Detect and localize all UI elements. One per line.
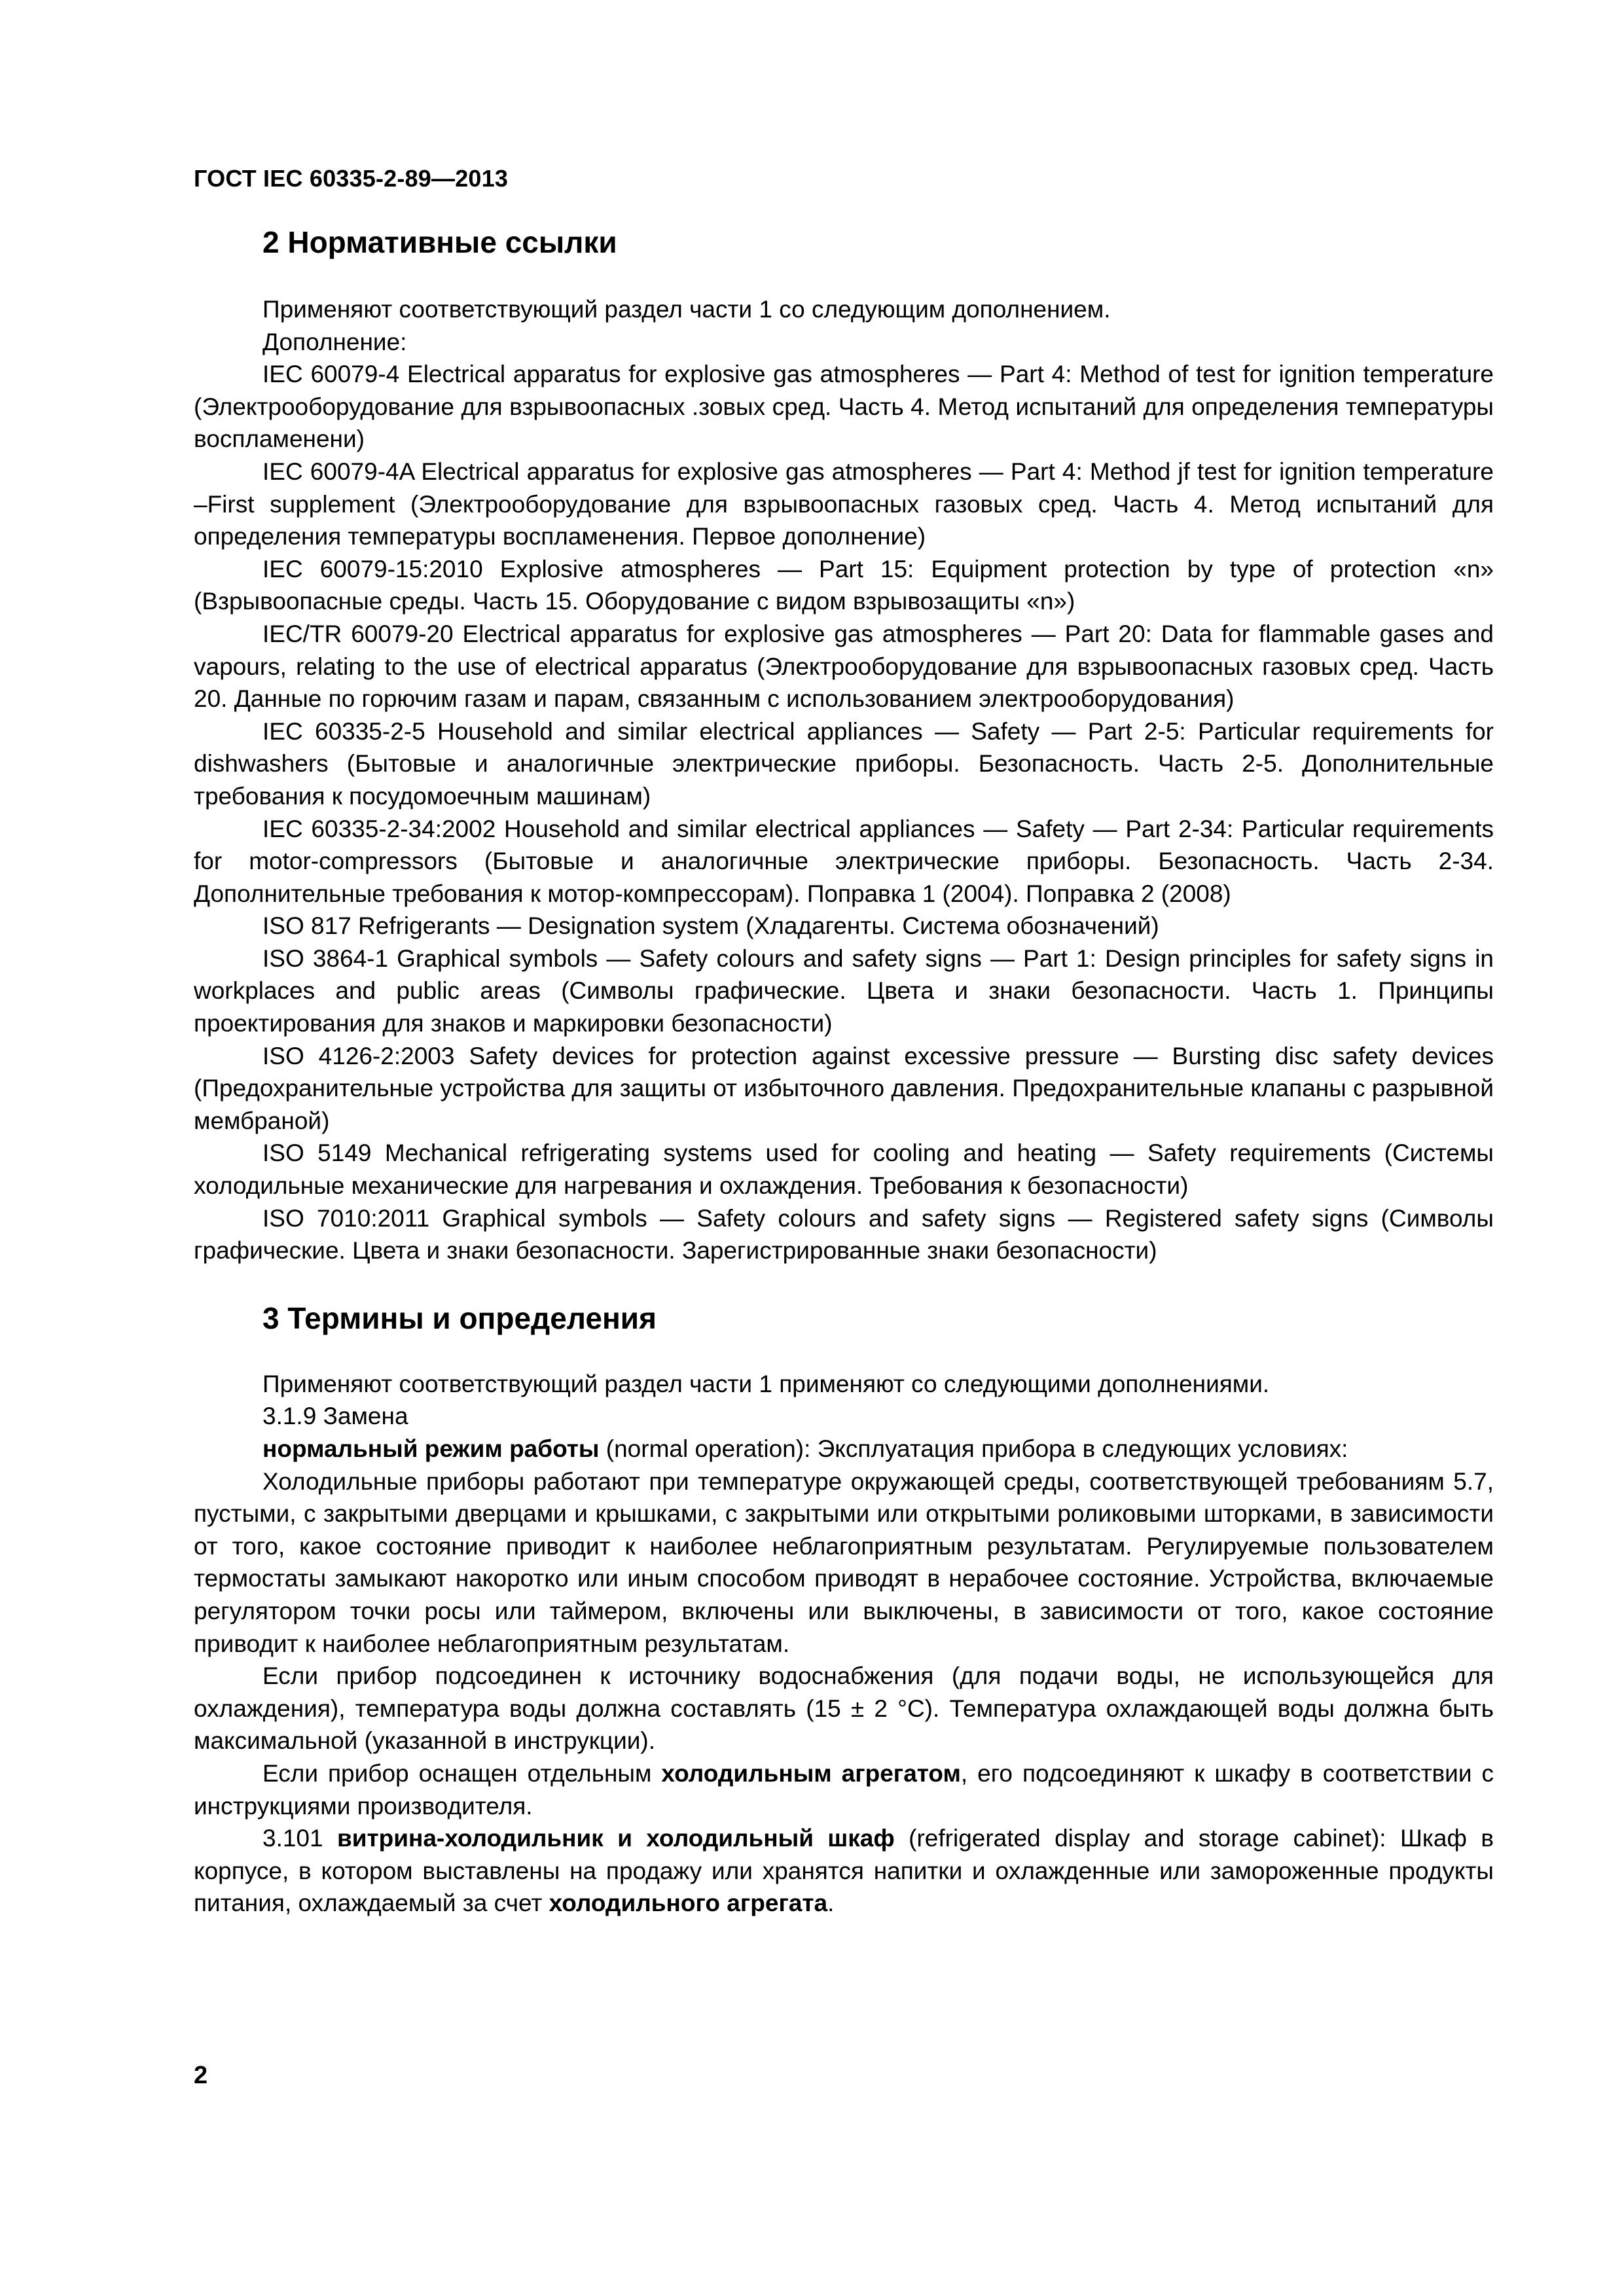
definition-entry-paragraph — [194, 1400, 1494, 1433]
text-run: ISO 3864-1 Graphical symbols — Safety colours and safety signs — Part 1: Design principles for safety signs in workplaces and public areas (Символы графические. Цвета и знаки безопасности. Часть 1. Принципы проектирования для знаков и маркировки безопасности) — [194, 944, 1494, 1037]
definition-entry-paragraph — [194, 1822, 1494, 1920]
text-run: Применяют соответствующий раздел части 1 со следующим дополнением. — [262, 296, 1111, 323]
reference-entry-paragraph — [194, 1040, 1494, 1138]
text-run: 3.1.9 Замена — [262, 1403, 408, 1430]
text-run: IEC 60335-2-34:2002 Household and similar electrical appliances — Safety — Part 2-34: Particular requirements for motor-compressors (Бытовые и аналогичные электрические приборы. Безопасность. Часть 2-34. Дополнительные требования к мотор-компрессорам). Поправка 1 (2004). Поправка 2 (2008) — [194, 815, 1494, 907]
reference-entry-paragraph — [194, 456, 1494, 553]
bold-term: холодильного агрегата — [549, 1890, 828, 1917]
text-run: Дополнение: — [262, 328, 407, 355]
definition-entry-paragraph — [194, 1660, 1494, 1757]
text-run: ISO 7010:2011 Graphical symbols — Safety colours and safety signs — Registered safety signs (Символы графические. Цвета и знаки безопасности. Зарегистрированные знаки безопасности) — [194, 1204, 1494, 1265]
document-body — [194, 216, 1494, 1920]
reference-entry-paragraph — [194, 910, 1494, 942]
reference-entry-paragraph — [194, 326, 1494, 359]
reference-entry-paragraph — [194, 1202, 1494, 1267]
page-number: 2 — [194, 2062, 208, 2089]
text-run: ISO 4126-2:2003 Safety devices for protection against excessive pressure — Bursting disc safety devices (Предохранительные устройства для защиты от избыточного давления. Предохранительные клапаны с разрывной мембраной) — [194, 1042, 1494, 1134]
text-run: ISO 817 Refrigerants — Designation system (Хладагенты. Система обозначений) — [262, 912, 1159, 940]
definition-entry-paragraph — [194, 1757, 1494, 1822]
text-run: Если прибор подсоединен к источнику водоснабжения (для подачи воды, не использующейся для охлаждения), температура воды должна составлять (15 ± 2 °С). Температура охлаждающей воды должна быть максимальной (указанной в инструкции). — [194, 1662, 1494, 1755]
reference-entry-paragraph — [194, 1137, 1494, 1202]
definition-entry-paragraph — [194, 1465, 1494, 1660]
text-run: IEC 60079-15:2010 Explosive atmospheres — Part 15: Equipment protection by type of protection «n» (Взрывоопасные среды. Часть 15. Оборудование с видом взрывозащиты «n») — [194, 555, 1494, 615]
definition-entry-paragraph — [194, 1433, 1494, 1465]
section-title-normative-references: 2 Нормативные ссылки — [262, 225, 617, 259]
text-run: IEC/TR 60079-20 Electrical apparatus for explosive gas atmospheres — Part 20: Data for flammable gases and vapours, relating to the use of electrical apparatus (Электрооборудование для взрывоопасных газовых сред. Часть 20. Данные по горючим газам и парам, связанным с использованием электрооборудования) — [194, 620, 1494, 713]
reference-entry-paragraph — [194, 715, 1494, 813]
text-run: Холодильные приборы работают при температуре окружающей среды, соответствующей требованиям 5.7, пустыми, с закрытыми дверцами и крышками, с закрытыми или открытыми роликовыми шторками, в зависимости от того, какое состояние приводит к наиболее неблагоприятным результатам. Регулируемые пользователем термостаты замыкают накоротко или иным способом приводят в нерабочее состояние. Устройства, включаемые регулятором точки росы или таймером, включены или выключены, в зависимости от того, какое состояние приводит к наиболее неблагоприятным результатам. — [194, 1467, 1494, 1657]
text-run: Применяют соответствующий раздел части 1 применяют со следующими дополнениями. — [262, 1370, 1270, 1397]
reference-entry-paragraph — [194, 358, 1494, 456]
section-title-terms-definitions: 3 Термины и определения — [262, 1300, 657, 1335]
text-run: ISO 5149 Mechanical refrigerating systems used for cooling and heating — Safety requirements (Системы холодильные механические для нагревания и охлаждения. Требования к безопасности) — [194, 1139, 1494, 1200]
text-run: IEC 60335-2-5 Household and similar electrical appliances — Safety — Part 2-5: Particular requirements for dishwashers (Бытовые и аналогичные электрические приборы. Безопасность. Часть 2-5. Дополнительные требования к посудомоечным машинам) — [194, 717, 1494, 810]
reference-entry-paragraph — [194, 553, 1494, 618]
text-run: (refrigerated display and storage cabinet): Шкаф в корпусе, в котором выставлены на продажу или хранятся напитки и охлажденные или замороженные продукты питания, охлаждаемый за счет — [194, 1825, 1494, 1917]
reference-entry-paragraph — [194, 618, 1494, 715]
text-run: IEC 60079-4 Electrical apparatus for explosive gas atmospheres — Part 4: Method of test for ignition temperature (Электрооборудование для взрывоопасных .зовых сред. Часть 4. Метод испытаний для определения температуры воспламенени) — [194, 361, 1494, 453]
section-body-terms-definitions — [194, 1368, 1494, 1920]
bold-term: витрина-холодильник и холодильный шкаф — [337, 1825, 895, 1852]
text-run: 3.101 — [262, 1825, 338, 1852]
reference-entry-paragraph — [194, 293, 1494, 326]
document-header-code: ГОСТ IEC 60335-2-89—2013 — [194, 165, 509, 192]
reference-entry-paragraph — [194, 942, 1494, 1040]
reference-entry-paragraph — [194, 813, 1494, 910]
text-run: (normal operation): Эксплуатация прибора в следующих условиях: — [599, 1435, 1348, 1462]
bold-term: холодильным агрегатом — [661, 1759, 961, 1787]
text-run: IEC 60079-4A Electrical apparatus for explosive gas atmospheres — Part 4: Method jf test for ignition temperature –First supplement (Электрооборудование для взрывоопасных газовых сред. Часть 4. Метод испытаний для определения температуры воспламенения. Первое дополнение) — [194, 457, 1494, 550]
text-run: . — [827, 1890, 835, 1917]
text-run: , его подсоединяют к шкафу в соответствии с инструкциями производителя. — [194, 1759, 1494, 1820]
section-body-normative-references — [194, 293, 1494, 1267]
definition-entry-paragraph — [194, 1368, 1494, 1401]
text-run: Если прибор оснащен отдельным — [262, 1759, 662, 1787]
bold-term: нормальный режим работы — [262, 1435, 600, 1462]
